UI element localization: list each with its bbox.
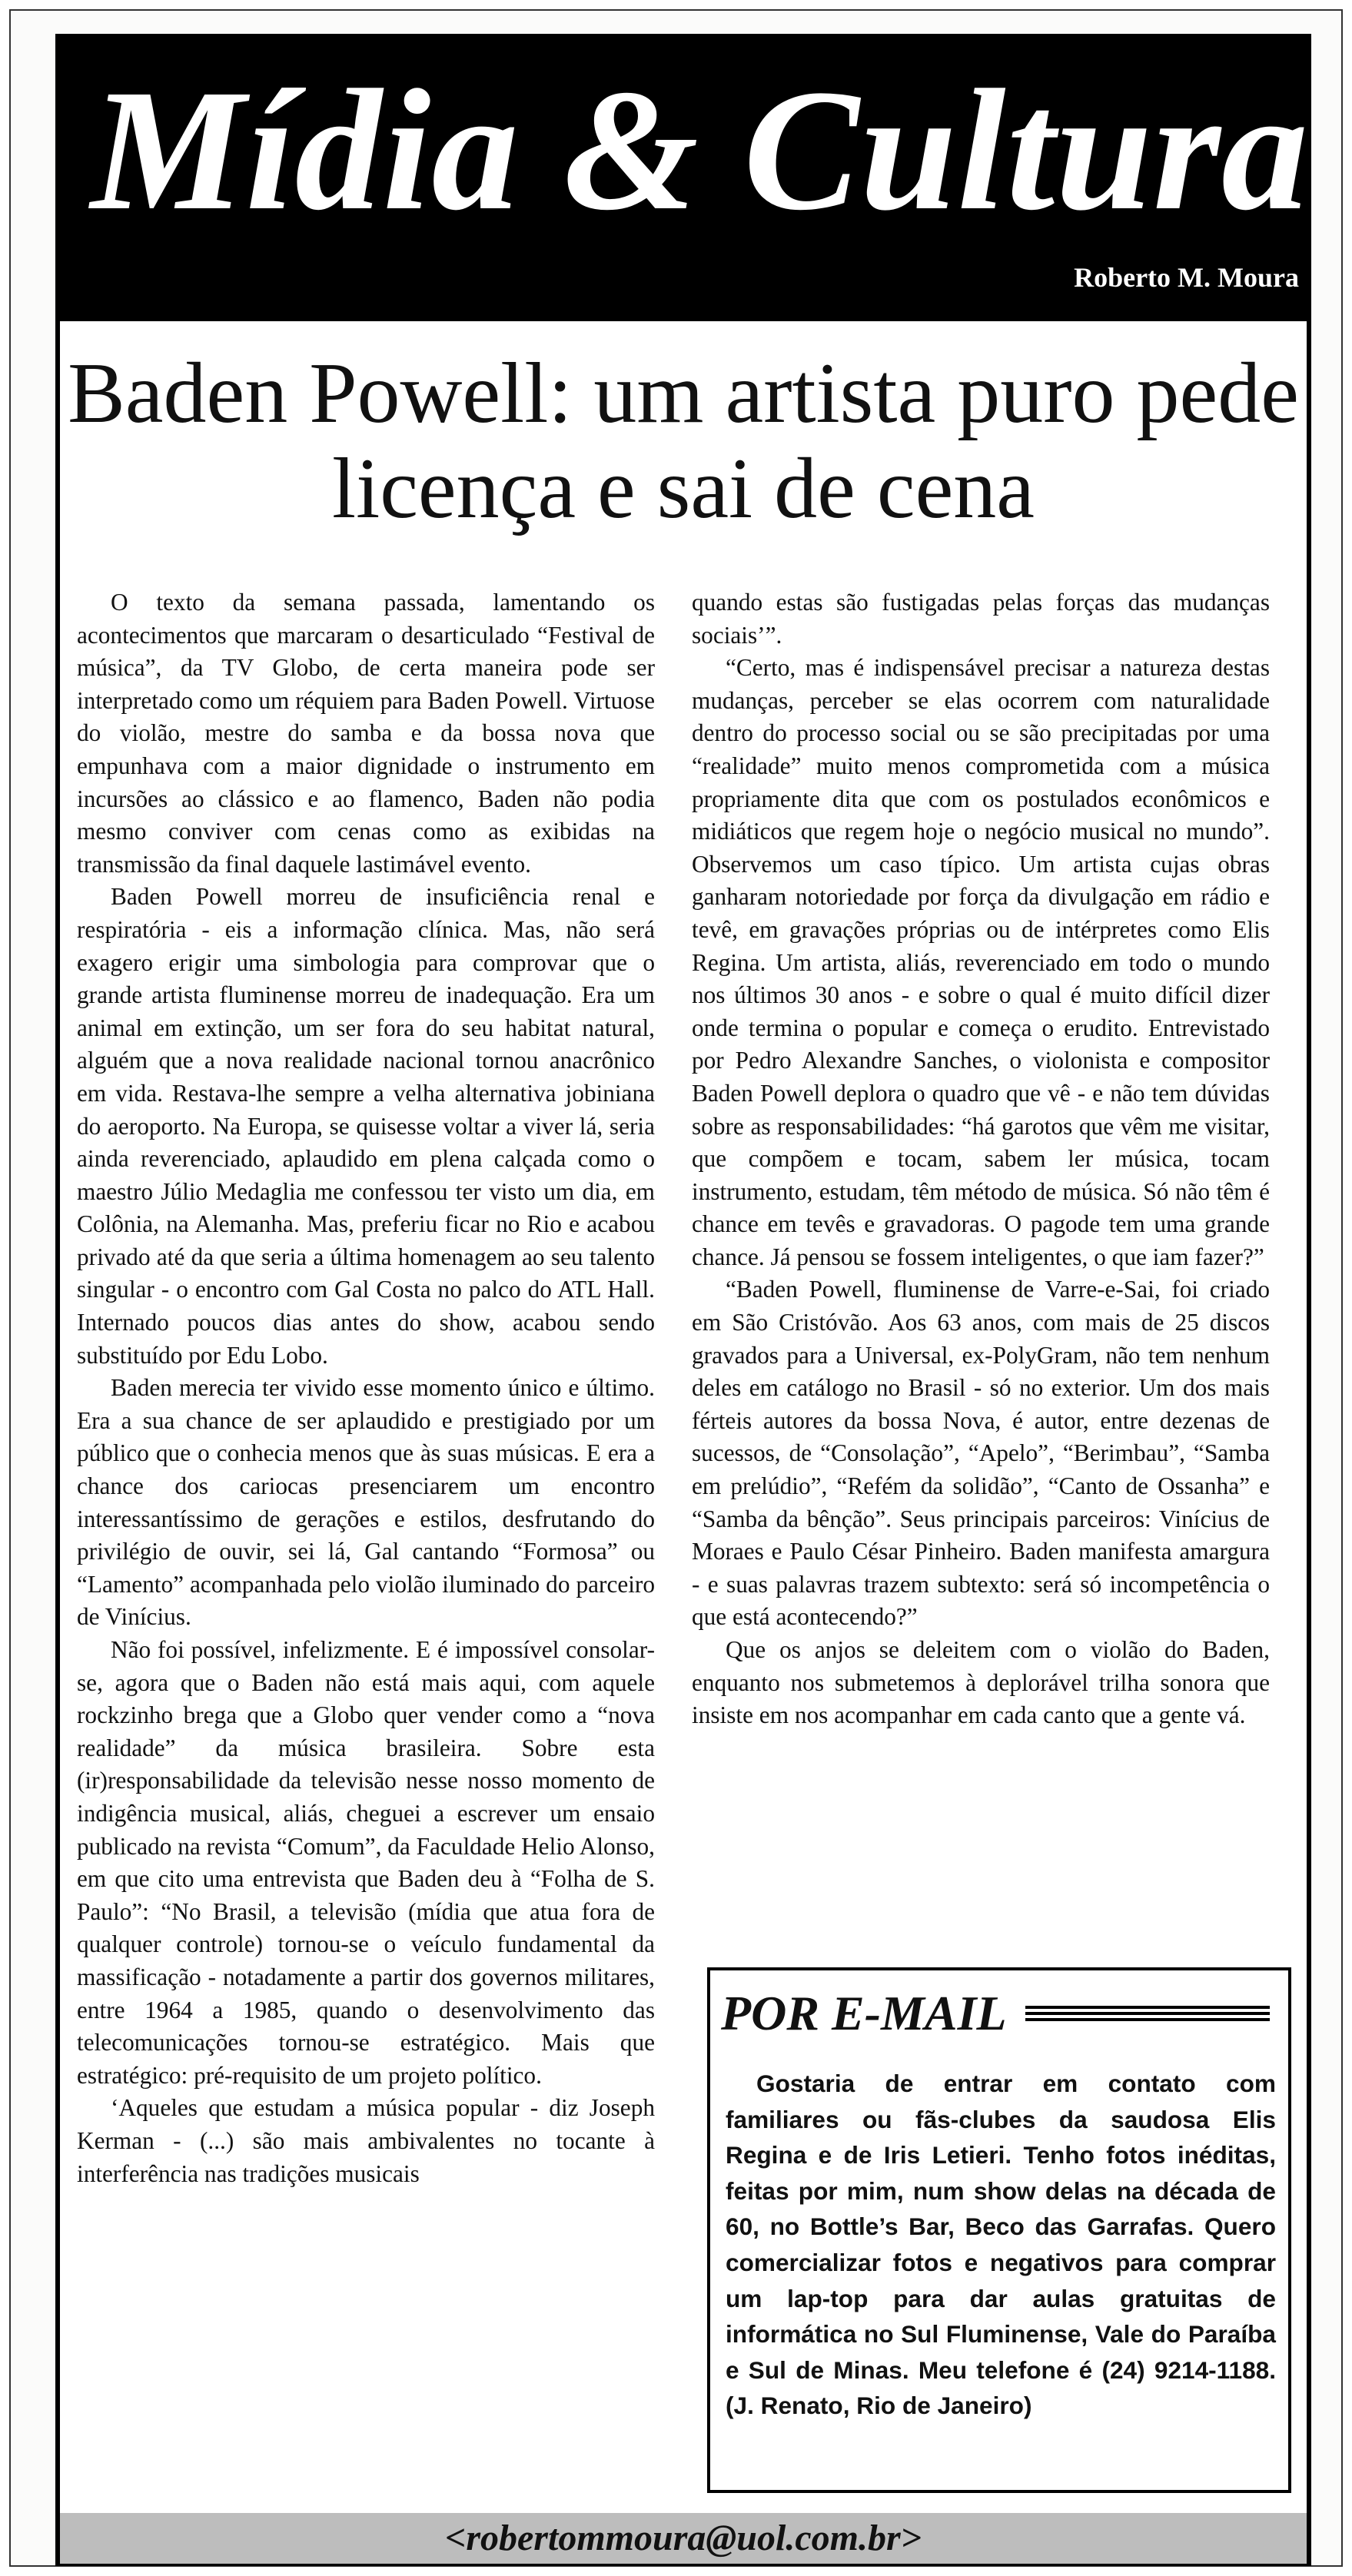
article-column-left [77,586,655,2190]
decorative-rule [1025,2006,1270,2023]
article-column-right [692,586,1270,1732]
article-paragraph: ‘Aqueles que estudam a música popular - diz Joseph Kerman - (...) são mais ambivalentes no tocante à interferência nas tradições musicais [77,2094,655,2187]
email-box-body: Gostaria de entrar em contato com familiares ou fãs-clubes da saudosa Elis Regina e de Iris Letieri. Tenho fotos inéditas, feitas por mim, num show delas na década de 60, no Bottle’s Bar, Beco das Garrafas. Quero comercializar fotos e negativos para comprar um lap-top para dar aulas gratuitas de informática no Sul Fluminense, Vale do Paraíba e Sul de Minas. Meu telefone é (24) 9214-1188. (J. Renato, Rio de Janeiro) [726,2070,1276,2420]
newspaper-page [9,9,1343,2567]
article-paragraph: “Baden Powell, fluminense de Varre-e-Sai, foi criado em São Cristóvão. Aos 63 anos, com mais de 25 discos gravados para a Universal, ex-PolyGram, não tem nenhum deles em catálogo no Brasil - só no exterior. Um dos mais férteis autores da bossa Nova, é autor, entre dezenas de sucessos, de “Consolação”, “Apelo”, “Berimbau”, “Samba em prelúdio”, “Refém da solidão”, “Canto de Ossanha” e “Samba da bênção”. Seus principais parceiros: Vinícius de Moraes e Paulo César Pinheiro. Baden manifesta amargura - e suas palavras trazem subtexto: será só incompetência o que está acontecendo?” [692,1276,1270,1631]
section-title: Mídia & Cultura [91,54,1309,246]
article-paragraph: “Certo, mas é indispensável precisar a natureza destas mudanças, perceber se elas ocorrem com naturalidade dentro do processo social ou se são precipitadas por uma “realidade” muito menos comprometida com a música propriamente dita que com os postulados econômicos e midiáticos que regem hoje o negócio musical no mundo”. Observemos um caso típico. Um artista cujas obras ganharam notoriedade por força da divulgação em rádio e tevê, em gravações próprias ou de intérpretes como Elis Regina. Um artista, aliás, reverenciado em todo o mundo nos últimos 30 anos - e sobre o qual é muito difícil dizer onde termina o popular e começa o erudito. Entrevistado por Pedro Alexandre Sanches, o violonista e compositor Baden Powell deplora o quadro que vê - e não tem dúvidas sobre as responsabilidades: “há garotos que vêm me visitar, que compõem e tocam, sabem ler música, tocam instrumento, estudam, têm método de música. Só não têm é chance em tevês e gravadoras. O pagode tem uma grande chance. Já pensou se fossem inteligentes, o que iam fazer?” [692,654,1270,1270]
column-frame [55,34,1311,2566]
reader-email-box [707,1967,1291,2493]
email-box-heading: POR E-MAIL [721,1986,1007,2040]
masthead [60,38,1307,321]
contact-email-footer: <robertommoura@uol.com.br> [60,2513,1307,2564]
article-paragraph: Que os anjos se deleitem com o violão do Baden, enquanto nos submetemos à deplorável trilha sonora que insiste em nos acompanhar em cada canto que a gente vá. [692,1636,1270,1729]
article-paragraph: quando estas são fustigadas pelas forças das mudanças sociais’”. [692,589,1270,649]
article-paragraph: O texto da semana passada, lamentando os acontecimentos que marcaram o desarticulado “Festival de música”, da TV Globo, de certa maneira pode ser interpretado como um réquiem para Baden Powell. Virtuose do violão, mestre do samba e da bossa nova que empunhava com a maior dignidade o instrumento em incursões ao clássico e ao flamenco, Baden não podia mesmo conviver com cenas como as exibidas na transmissão da final daquele lastimável evento. [77,589,655,878]
article-paragraph: Não foi possível, infelizmente. E é impossível consolar-se, agora que o Baden não está mais aqui, com aquele rockzinho brega que a Globo quer vender como a “nova realidade” da música brasileira. Sobre esta (ir)responsabilidade da televisão nesse nosso momento de indigência musical, aliás, cheguei a escrever um ensaio publicado na revista “Comum”, da Faculdade Helio Alonso, em que cito uma entrevista que Baden deu à “Folha de S. Paulo”: “No Brasil, a televisão (mídia que atua fora de qualquer controle) tornou-se o veículo fundamental da massificação - notadamente a partir dos governos militares, entre 1964 a 1985, quando o desenvolvimento das telecomunicações tornou-se estratégico. Mais que estratégico: pré-requisito de um projeto político. [77,1636,655,2089]
article-paragraph: Baden Powell morreu de insuficiência renal e respiratória - eis a informação clínica. Mas, não será exagero erigir uma simbologia para comprovar que o grande artista fluminense morreu de inadequação. Era um animal em extinção, um ser fora do seu habitat natural, alguém que a nova realidade nacional tornou anacrônico em vida. Restava-lhe sempre a velha alternativa jobiniana do aeroporto. Na Europa, se quisesse voltar a viver lá, seria ainda reverenciado, aplaudido em plena calçada como o maestro Júlio Medaglia me confessou ter visto um dia, em Colônia, na Alemanha. Mas, preferiu ficar no Rio e acabou privado até da que seria a última homenagem ao seu talento singular - o encontro com Gal Costa no palco do ATL Hall. Internado poucos dias antes do show, acabou sendo substituído por Edu Lobo. [77,883,655,1369]
article-paragraph: Baden merecia ter vivido esse momento único e último. Era a sua chance de ser aplaudido e prestigiado por um público que o conhecia menos que às suas músicas. E era a chance dos cariocas presenciarem um encontro interessantíssimo de gerações e estilos, desfrutando do privilégio de ouvir, sei lá, Gal cantando “Formosa” ou “Lamento” acompanhada pelo violão iluminado do parceiro de Vinícius. [77,1374,655,1631]
author-byline: Roberto M. Moura [1074,262,1299,293]
article-headline: Baden Powell: um artista puro pede licença e sai de cena [68,346,1299,536]
